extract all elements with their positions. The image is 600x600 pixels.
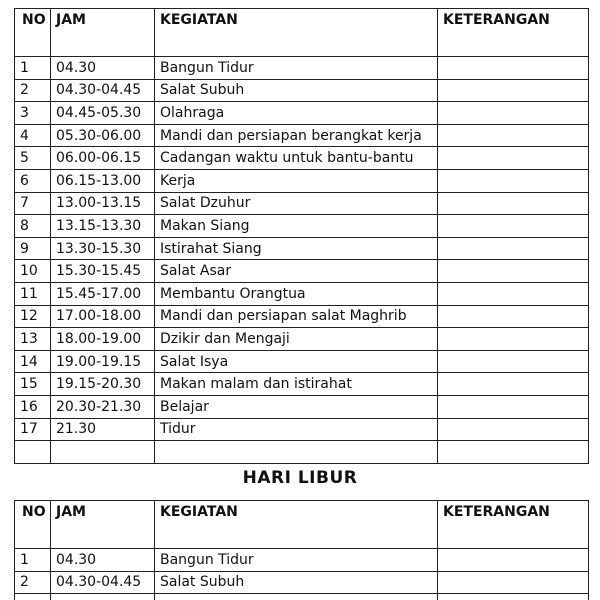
- cell-keterangan: [438, 571, 589, 594]
- table-row: [15, 328, 589, 351]
- table-row: [15, 305, 589, 328]
- cell-no: 1: [15, 549, 51, 572]
- table-row: [15, 79, 589, 102]
- cell-no: 4: [15, 124, 51, 147]
- cell-jam: 18.00-19.00: [51, 328, 155, 351]
- table-row: [15, 282, 589, 305]
- cell-kegiatan: Istirahat Siang: [155, 237, 438, 260]
- cell-no: 16: [15, 395, 51, 418]
- cell-jam: 04.30: [51, 549, 155, 572]
- cell-kegiatan: Salat Subuh: [155, 79, 438, 102]
- holiday-schedule-table: [14, 500, 589, 600]
- cell-kegiatan: [155, 441, 438, 464]
- table-row: [15, 147, 589, 170]
- cell-keterangan: [438, 57, 589, 80]
- cell-no: 17: [15, 418, 51, 441]
- cell-no: 3: [15, 102, 51, 125]
- cell-no: 11: [15, 282, 51, 305]
- cell-no: 1: [15, 57, 51, 80]
- cell-kegiatan: Tidur: [155, 418, 438, 441]
- cell-jam: 20.30-21.30: [51, 395, 155, 418]
- cell-no: 12: [15, 305, 51, 328]
- cell-keterangan: [438, 124, 589, 147]
- cell-no: 8: [15, 215, 51, 238]
- cell-keterangan: [438, 79, 589, 102]
- header-keterangan: KETERANGAN: [438, 9, 589, 57]
- cell-jam: 04.45-05.30: [51, 102, 155, 125]
- table-row: [15, 124, 589, 147]
- cell-no: 9: [15, 237, 51, 260]
- cell-kegiatan: Dzikir dan Mengaji: [155, 328, 438, 351]
- cell-keterangan: [438, 594, 589, 600]
- cell-jam: 15.30-15.45: [51, 260, 155, 283]
- table-row: [15, 57, 589, 80]
- header-no: NO: [15, 501, 51, 549]
- cell-jam: 19.15-20.30: [51, 373, 155, 396]
- cell-kegiatan: Salat Asar: [155, 260, 438, 283]
- cell-kegiatan: Makan malam dan istirahat: [155, 373, 438, 396]
- cell-no: 10: [15, 260, 51, 283]
- cell-no: 2: [15, 79, 51, 102]
- cell-keterangan: [438, 260, 589, 283]
- cell-jam: 13.15-13.30: [51, 215, 155, 238]
- cell-kegiatan: Mandi dan persiapan salat Maghrib: [155, 305, 438, 328]
- cell-kegiatan: Salat Subuh: [155, 571, 438, 594]
- table-row: [15, 215, 589, 238]
- table-row: [15, 594, 589, 600]
- cell-no: 6: [15, 169, 51, 192]
- cell-no: [15, 594, 51, 600]
- cell-no: 15: [15, 373, 51, 396]
- table-header-row: [15, 9, 589, 57]
- cell-kegiatan: Membantu Orangtua: [155, 282, 438, 305]
- cell-no: 2: [15, 571, 51, 594]
- table-row: [15, 571, 589, 594]
- cell-keterangan: [438, 282, 589, 305]
- cell-jam: 17.00-18.00: [51, 305, 155, 328]
- cell-keterangan: [438, 549, 589, 572]
- cell-keterangan: [438, 147, 589, 170]
- table-row: [15, 260, 589, 283]
- header-keterangan: KETERANGAN: [438, 501, 589, 549]
- cell-jam: [51, 594, 155, 600]
- cell-jam: 04.30: [51, 57, 155, 80]
- cell-kegiatan: Salat Isya: [155, 350, 438, 373]
- cell-keterangan: [438, 169, 589, 192]
- cell-jam: 06.00-06.15: [51, 147, 155, 170]
- cell-kegiatan: Salat Dzuhur: [155, 192, 438, 215]
- cell-keterangan: [438, 192, 589, 215]
- weekday-schedule-body: [15, 57, 589, 464]
- cell-kegiatan: Cadangan waktu untuk bantu-bantu: [155, 147, 438, 170]
- header-no: NO: [15, 9, 51, 57]
- header-kegiatan: KEGIATAN: [155, 9, 438, 57]
- table-row: [15, 169, 589, 192]
- cell-keterangan: [438, 328, 589, 351]
- cell-keterangan: [438, 237, 589, 260]
- table-header-row: [15, 501, 589, 549]
- cell-jam: 05.30-06.00: [51, 124, 155, 147]
- table-row: [15, 373, 589, 396]
- cell-no: 13: [15, 328, 51, 351]
- weekday-schedule-table: [14, 8, 589, 464]
- cell-keterangan: [438, 373, 589, 396]
- cell-kegiatan: Makan Siang: [155, 215, 438, 238]
- cell-jam: 04.30-04.45: [51, 79, 155, 102]
- header-jam: JAM: [51, 9, 155, 57]
- cell-jam: 13.00-13.15: [51, 192, 155, 215]
- cell-kegiatan: Belajar: [155, 395, 438, 418]
- cell-kegiatan: [155, 594, 438, 600]
- cell-jam: 04.30-04.45: [51, 571, 155, 594]
- cell-keterangan: [438, 350, 589, 373]
- table-row: [15, 350, 589, 373]
- cell-keterangan: [438, 395, 589, 418]
- table-row: [15, 395, 589, 418]
- table-row: [15, 237, 589, 260]
- cell-kegiatan: Kerja: [155, 169, 438, 192]
- cell-keterangan: [438, 305, 589, 328]
- cell-jam: [51, 441, 155, 464]
- cell-jam: 21.30: [51, 418, 155, 441]
- cell-jam: 13.30-15.30: [51, 237, 155, 260]
- cell-keterangan: [438, 102, 589, 125]
- table-row: [15, 441, 589, 464]
- holiday-schedule-body: [15, 549, 589, 600]
- cell-kegiatan: Mandi dan persiapan berangkat kerja: [155, 124, 438, 147]
- table-row: [15, 192, 589, 215]
- cell-jam: 15.45-17.00: [51, 282, 155, 305]
- cell-keterangan: [438, 418, 589, 441]
- holiday-section-title: HARI LIBUR: [242, 468, 358, 488]
- table-row: [15, 549, 589, 572]
- cell-keterangan: [438, 215, 589, 238]
- cell-jam: 06.15-13.00: [51, 169, 155, 192]
- cell-keterangan: [438, 441, 589, 464]
- cell-jam: 19.00-19.15: [51, 350, 155, 373]
- cell-kegiatan: Olahraga: [155, 102, 438, 125]
- cell-no: 7: [15, 192, 51, 215]
- header-jam: JAM: [51, 501, 155, 549]
- cell-kegiatan: Bangun Tidur: [155, 549, 438, 572]
- cell-no: 14: [15, 350, 51, 373]
- cell-no: [15, 441, 51, 464]
- table-row: [15, 102, 589, 125]
- header-kegiatan: KEGIATAN: [155, 501, 438, 549]
- table-row: [15, 418, 589, 441]
- cell-kegiatan: Bangun Tidur: [155, 57, 438, 80]
- cell-no: 5: [15, 147, 51, 170]
